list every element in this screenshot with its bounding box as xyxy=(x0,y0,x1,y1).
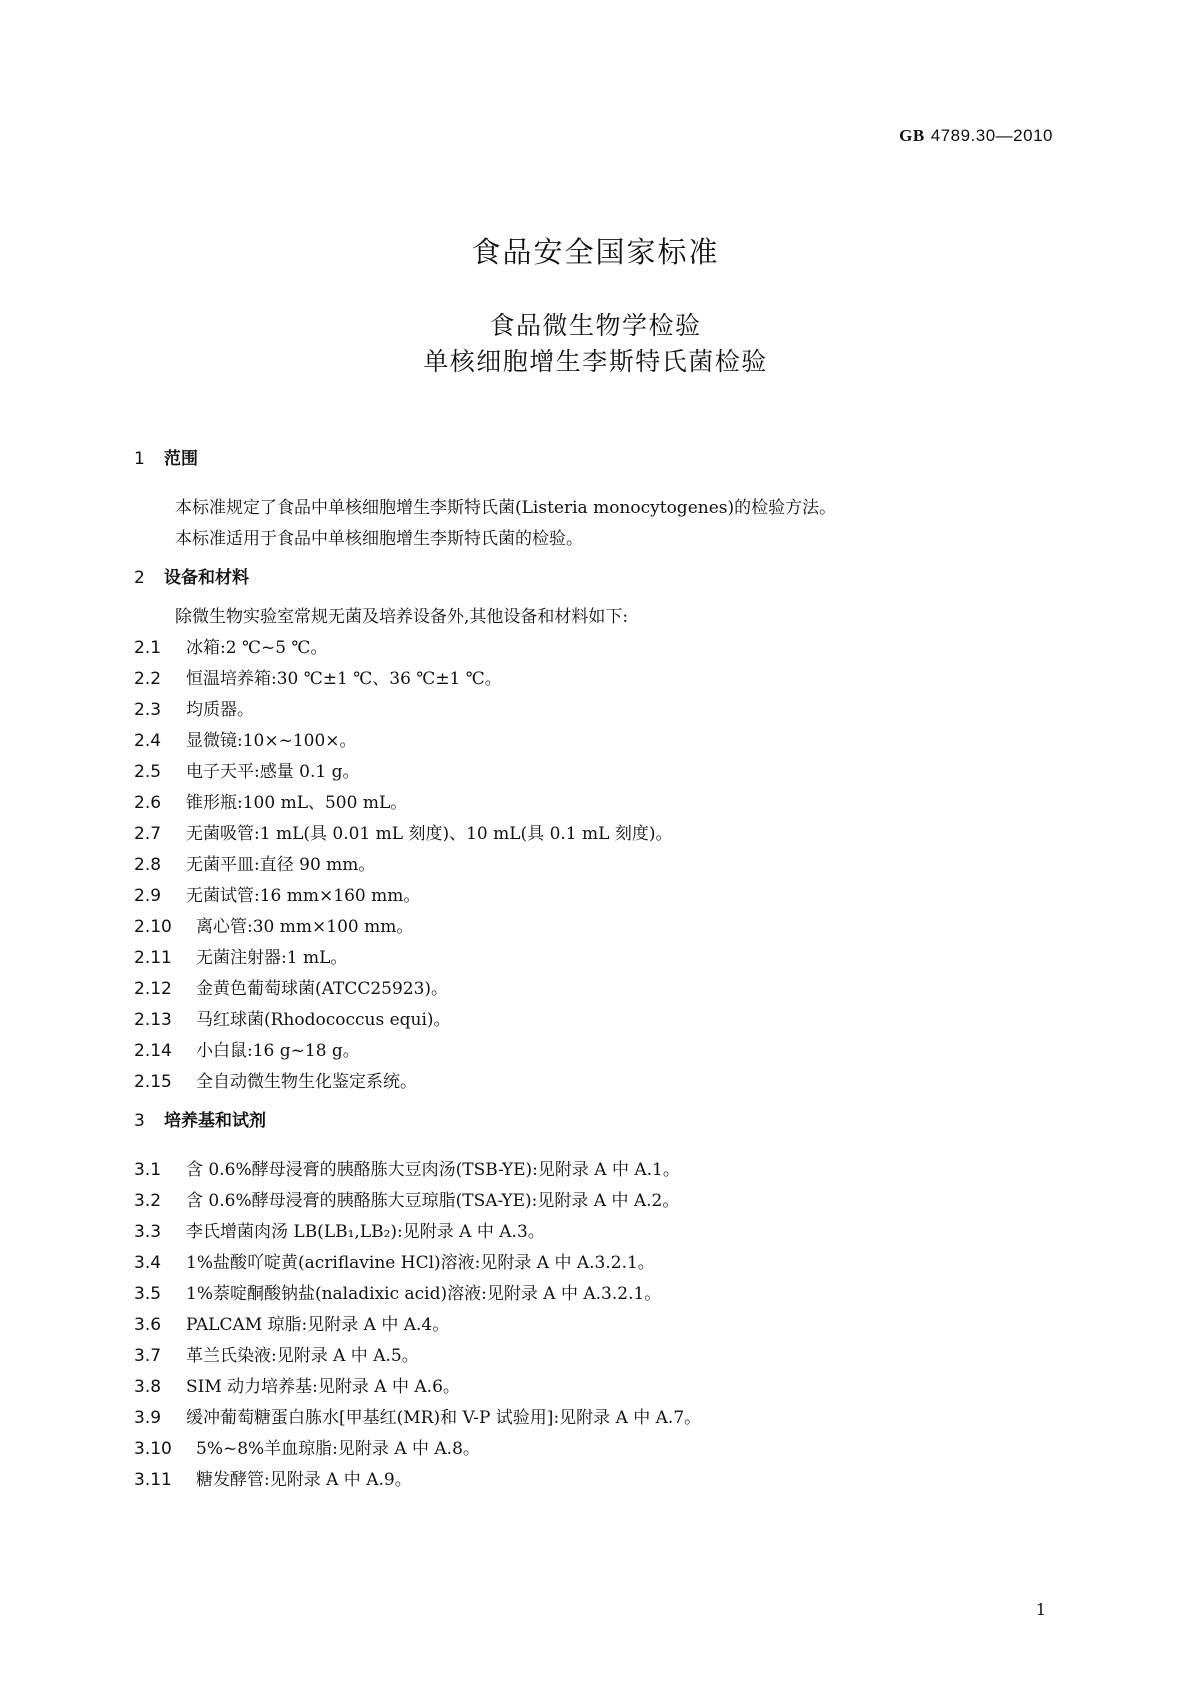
page-subtitle-1: 食品微生物学检验 xyxy=(489,311,702,340)
paragraph: 本标准规定了食品中单核细胞增生李斯特氏菌(Listeria monocytogenes)的检验方法。 xyxy=(175,498,837,518)
item-number: 3.1 xyxy=(134,1160,162,1180)
list-item xyxy=(134,664,1054,695)
paragraph: 除微生物实验室常规无菌及培养设备外,其他设备和材料如下: xyxy=(175,607,629,627)
item-number: 3.10 xyxy=(134,1439,172,1459)
section-title: 培养基和试剂 xyxy=(164,1111,266,1131)
item-number: 2.14 xyxy=(134,1041,172,1061)
list-item xyxy=(134,1036,1054,1067)
item-text: 恒温培养箱:30 ℃±1 ℃、36 ℃±1 ℃。 xyxy=(186,669,502,689)
list-item xyxy=(134,726,1054,757)
list-item xyxy=(134,1186,1054,1217)
list-item xyxy=(134,1005,1054,1036)
list-item xyxy=(134,757,1054,788)
item-text: 1%萘啶酮酸钠盐(naladixic acid)溶液:见附录 A 中 A.3.2.1。 xyxy=(186,1284,662,1304)
list-item xyxy=(134,695,1054,726)
list-item xyxy=(134,1403,1054,1434)
standard-code-number: 4789.30—2010 xyxy=(930,126,1053,145)
item-text: 糖发酵管:见附录 A 中 A.9。 xyxy=(196,1470,412,1490)
item-number: 2.8 xyxy=(134,855,162,875)
list-item xyxy=(134,1341,1054,1372)
list-item xyxy=(134,1372,1054,1403)
list-item xyxy=(134,819,1054,850)
item-number: 2.5 xyxy=(134,762,162,782)
item-number: 2.11 xyxy=(134,948,172,968)
item-number: 2.15 xyxy=(134,1072,172,1092)
item-number: 2.1 xyxy=(134,638,162,658)
item-text: 无菌平皿:直径 90 mm。 xyxy=(186,855,376,875)
title-block xyxy=(0,230,1191,380)
item-text: 马红球菌(Rhodococcus equi)。 xyxy=(196,1010,451,1030)
list-item xyxy=(134,974,1054,1005)
item-number: 3.2 xyxy=(134,1191,162,1211)
list-item xyxy=(134,1217,1054,1248)
item-text: 全自动微生物生化鉴定系统。 xyxy=(196,1072,417,1092)
item-text: 革兰氏染液:见附录 A 中 A.5。 xyxy=(186,1346,419,1366)
item-number: 3.8 xyxy=(134,1377,162,1397)
item-number: 2.10 xyxy=(134,917,172,937)
item-text: 1%盐酸吖啶黄(acriflavine HCl)溶液:见附录 A 中 A.3.2.1。 xyxy=(186,1253,655,1273)
list-item xyxy=(134,788,1054,819)
section-number: 2 xyxy=(134,568,145,588)
item-number: 3.9 xyxy=(134,1408,162,1428)
list-item xyxy=(134,1155,1054,1186)
item-number: 3.5 xyxy=(134,1284,162,1304)
item-text: 含 0.6%酵母浸膏的胰酪胨大豆肉汤(TSB-YE):见附录 A 中 A.1。 xyxy=(186,1160,680,1180)
item-number: 2.13 xyxy=(134,1010,172,1030)
item-text: 缓冲葡萄糖蛋白胨水[甲基红(MR)和 V-P 试验用]:见附录 A 中 A.7。 xyxy=(186,1408,702,1428)
item-text: 含 0.6%酵母浸膏的胰酪胨大豆琼脂(TSA-YE):见附录 A 中 A.2。 xyxy=(186,1191,680,1211)
page-title: 食品安全国家标准 xyxy=(471,235,720,269)
item-number: 3.4 xyxy=(134,1253,162,1273)
item-number: 3.7 xyxy=(134,1346,162,1366)
document-body xyxy=(134,444,1054,1496)
list-item xyxy=(134,1434,1054,1465)
item-number: 2.6 xyxy=(134,793,162,813)
section-heading xyxy=(134,444,1054,475)
item-text: 显微镜:10×~100×。 xyxy=(186,731,357,751)
item-text: 无菌注射器:1 mL。 xyxy=(196,948,348,968)
list-item xyxy=(134,1465,1054,1496)
item-number: 2.4 xyxy=(134,731,162,751)
section-title: 范围 xyxy=(164,449,198,469)
paragraph: 本标准适用于食品中单核细胞增生李斯特氏菌的检验。 xyxy=(175,529,583,549)
list-item xyxy=(134,1279,1054,1310)
item-number: 2.12 xyxy=(134,979,172,999)
item-number: 2.2 xyxy=(134,669,162,689)
item-number: 2.3 xyxy=(134,700,162,720)
item-text: PALCAM 琼脂:见附录 A 中 A.4。 xyxy=(186,1315,450,1335)
item-number: 3.3 xyxy=(134,1222,162,1242)
item-text: 小白鼠:16 g~18 g。 xyxy=(196,1041,360,1061)
item-text: 5%~8%羊血琼脂:见附录 A 中 A.8。 xyxy=(196,1439,480,1459)
item-text: 离心管:30 mm×100 mm。 xyxy=(196,917,414,937)
list-item xyxy=(134,881,1054,912)
section-number: 1 xyxy=(134,449,145,469)
item-number: 2.9 xyxy=(134,886,162,906)
item-text: 金黄色葡萄球菌(ATCC25923)。 xyxy=(196,979,449,999)
section-title: 设备和材料 xyxy=(164,568,249,588)
item-text: 冰箱:2 ℃~5 ℃。 xyxy=(186,638,328,658)
page-number: 1 xyxy=(1035,1600,1046,1619)
section-heading xyxy=(134,563,1054,594)
item-text: 无菌吸管:1 mL(具 0.01 mL 刻度)、10 mL(具 0.1 mL 刻度)。 xyxy=(186,824,673,844)
item-number: 2.7 xyxy=(134,824,162,844)
item-text: 无菌试管:16 mm×160 mm。 xyxy=(186,886,421,906)
item-number: 3.11 xyxy=(134,1470,172,1490)
item-text: 均质器。 xyxy=(186,700,254,720)
list-item xyxy=(134,633,1054,664)
item-text: 李氏增菌肉汤 LB(LB₁,LB₂):见附录 A 中 A.3。 xyxy=(186,1222,545,1242)
list-item xyxy=(134,1248,1054,1279)
page-subtitle-2: 单核细胞增生李斯特氏菌检验 xyxy=(423,347,768,376)
section-heading xyxy=(134,1106,1054,1137)
list-item xyxy=(134,912,1054,943)
list-item xyxy=(134,943,1054,974)
standard-code xyxy=(899,126,1053,146)
item-text: SIM 动力培养基:见附录 A 中 A.6。 xyxy=(186,1377,460,1397)
standard-code-prefix: GB xyxy=(899,126,925,145)
item-number: 3.6 xyxy=(134,1315,162,1335)
item-text: 锥形瓶:100 mL、500 mL。 xyxy=(186,793,408,813)
section-number: 3 xyxy=(134,1111,145,1131)
item-text: 电子天平:感量 0.1 g。 xyxy=(186,762,360,782)
list-item xyxy=(134,1310,1054,1341)
list-item xyxy=(134,1067,1054,1098)
list-item xyxy=(134,850,1054,881)
